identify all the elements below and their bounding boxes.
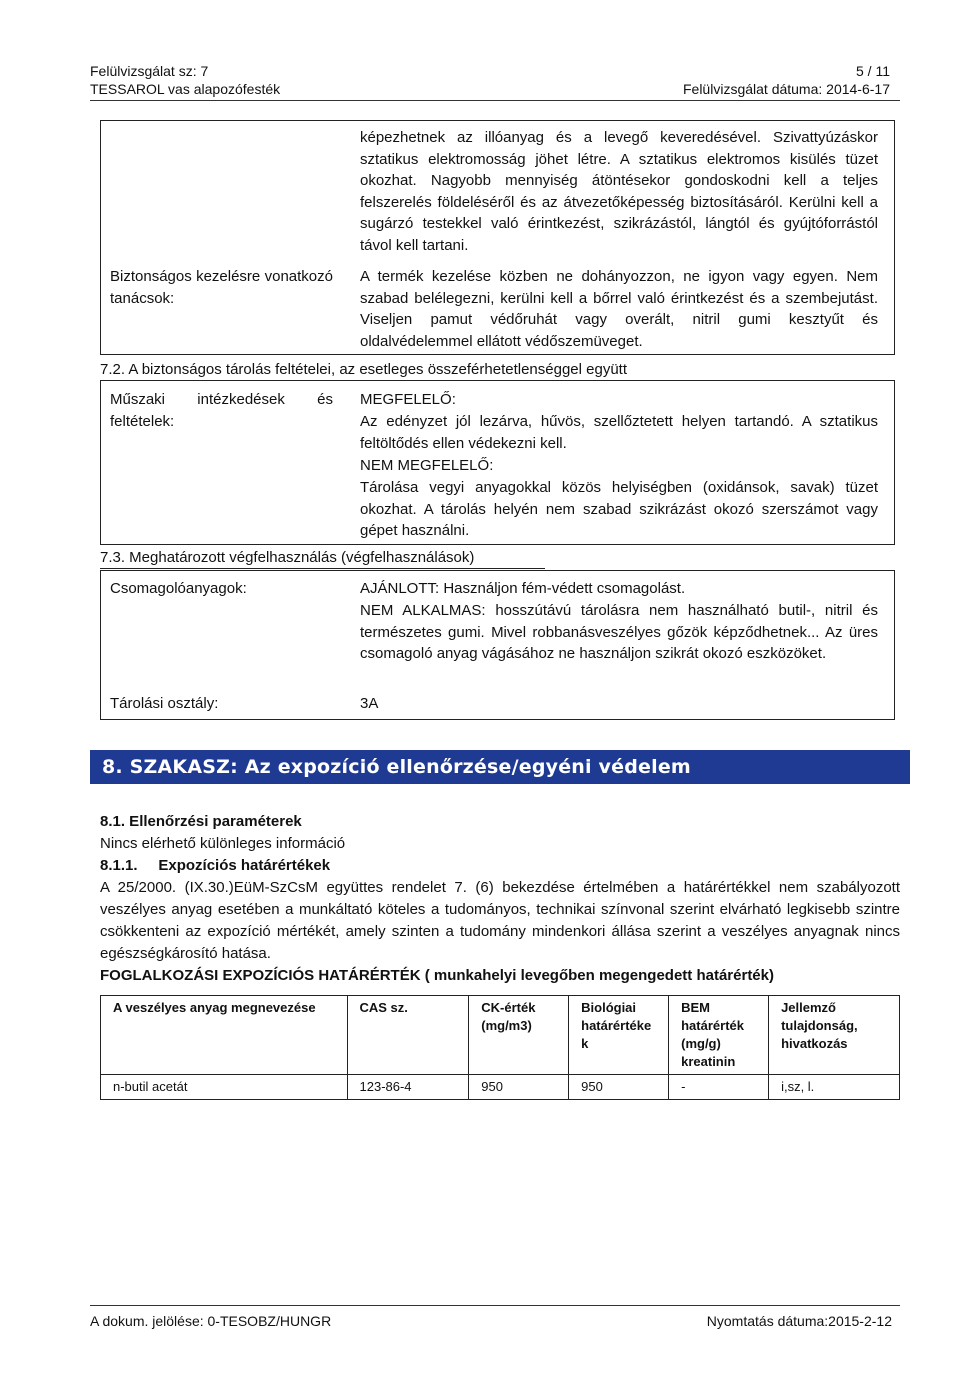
section-8-1-1-heading	[100, 855, 900, 877]
section-7-3-title: 7.3. Meghatározott végfelhasználás (végfelhasználások)	[100, 549, 475, 566]
section-7-2-title: 7.2. A biztonságos tárolás feltételei, az esetleges összeférhetetlenséggel együtt	[100, 361, 628, 378]
table-header-cell: Biológiai határértéke k	[569, 996, 669, 1075]
product-name: TESSAROL vas alapozófesték	[90, 81, 281, 97]
storage-class-label: Tárolási osztály:	[110, 695, 219, 712]
table-header-cell: CK-érték (mg/m3)	[469, 996, 569, 1075]
unsuitable-text: Tárolása vegyi anyagokkal közös helyiségben (oxidánsok, savak) tüzet okozhat. A tárolás helyén nem szabad szikrázást okozó szerszámot vagy gépet használni.	[360, 479, 878, 539]
section-8-banner: 8. SZAKASZ: Az expozíció ellenőrzése/egyéni védelem	[90, 750, 910, 784]
unsuitable-heading: NEM MEGFELELŐ:	[360, 457, 494, 474]
table-cell: 950	[569, 1075, 669, 1100]
section-8-1-1-number: 8.1.1.	[100, 857, 138, 874]
table-cell: 950	[469, 1075, 569, 1100]
storage-class-value: 3A	[360, 695, 379, 712]
safe-handling-text: A termék kezelése közben ne dohányozzon, ne igyon vagy egyen. Nem szabad belélegezni, kerülni kell a bőrrel való érintkezést és a szembejutást. Viseljen pamut védőruhát vagy overált, nitril gumi kesztyűt és oldalvédelemmel ellátott védőszemüveget.	[360, 268, 878, 350]
print-date: Nyomtatás dátuma:2015-2-12	[706, 1313, 892, 1329]
section-7-3-underline	[100, 568, 545, 569]
table-cell: -	[669, 1075, 769, 1100]
exposure-table-title: FOGLALKOZÁSI EXPOZÍCIÓS HATÁRÉRTÉK ( munkahelyi levegőben megengedett határérték)	[100, 967, 774, 984]
regulation-text: A 25/2000. (IX.30.)EüM-SzCsM együttes rendelet 7. (6) bekezdése értelmében a határértékkel nem szabályozott veszélyes anyag esetében a munkáltató köteles a tudományos, technikai színvonal szerint elvárható legkisebb szintre csökkenteni az expozíció mértékét, amely szinten a tudomány mindenkori állása szerint a veszélyes anyagnak nincs egészségkárosító hatása.	[100, 879, 900, 962]
table-cell: i,sz, l.	[769, 1075, 900, 1100]
section-8-1-1-title: Expozíciós határértékek	[158, 857, 331, 874]
table-header-cell: CAS sz.	[347, 996, 469, 1075]
page-number: 5 / 11	[856, 63, 890, 79]
header-divider	[90, 100, 900, 101]
table-header-cell: A veszélyes anyag megnevezése	[101, 996, 348, 1075]
footer-divider	[90, 1305, 900, 1306]
exposure-limit-table	[100, 995, 900, 1100]
safe-handling-label: Biztonságos kezelésre vonatkozó tanácsok:	[110, 268, 333, 307]
revision-number: Felülvizsgálat sz: 7	[90, 63, 209, 79]
packaging-label: Csomagolóanyagok:	[110, 580, 247, 597]
section-8-1-title: 8.1. Ellenőrzési paraméterek	[100, 813, 302, 830]
table-header-cell: Jellemző tulajdonság, hivatkozás	[769, 996, 900, 1075]
packaging-recommended: AJÁNLOTT: Használjon fém-védett csomagolást.	[360, 580, 686, 597]
section-8-1-text: Nincs elérhető különleges információ	[100, 835, 346, 852]
handling-continuation: képezhetnek az illóanyag és a levegő keveredésével. Szivattyúzáskor sztatikus elektromosság jöhet létre. A sztatikus elektromos kisülés tüzet okozhat. Nagyobb mennyiség átöntésekor gondoskodni kell a teljes felszerelés földeléséről és az átvezetőképesség biztosításáról. Kerülni kell a sugárzó testekkel való érintkezést, szikrázástól, lángtól és gyújtóforrástól távol kell tartani.	[360, 129, 878, 254]
document-id: A dokum. jelölése: 0-TESOBZ/HUNGR	[90, 1313, 332, 1329]
table-header-cell: BEM határérték (mg/g) kreatinin	[669, 996, 769, 1075]
revision-date: Felülvizsgálat dátuma: 2014-6-17	[682, 81, 890, 97]
table-header-row	[101, 996, 900, 1075]
suitable-text: Az edényzet jól lezárva, hűvös, szellőztetett helyen tartandó. A sztatikus feltöltődés ellen védekezni kell.	[360, 413, 878, 452]
packaging-not-suitable: NEM ALKALMAS: hosszútávú tárolásra nem használható butil-, nitril és természetes gumi. Mivel robbanásveszélyes gőzök képződhetnek... Az üres csomagoló anyag vágásához ne használjon szikrát okozó eszközöket.	[360, 602, 878, 662]
table-row	[101, 1075, 900, 1100]
tech-measures-label: Műszaki intézkedések és feltételek:	[110, 391, 333, 430]
table-cell: n-butil acetát	[101, 1075, 348, 1100]
suitable-heading: MEGFELELŐ:	[360, 391, 456, 408]
table-cell: 123-86-4	[347, 1075, 469, 1100]
